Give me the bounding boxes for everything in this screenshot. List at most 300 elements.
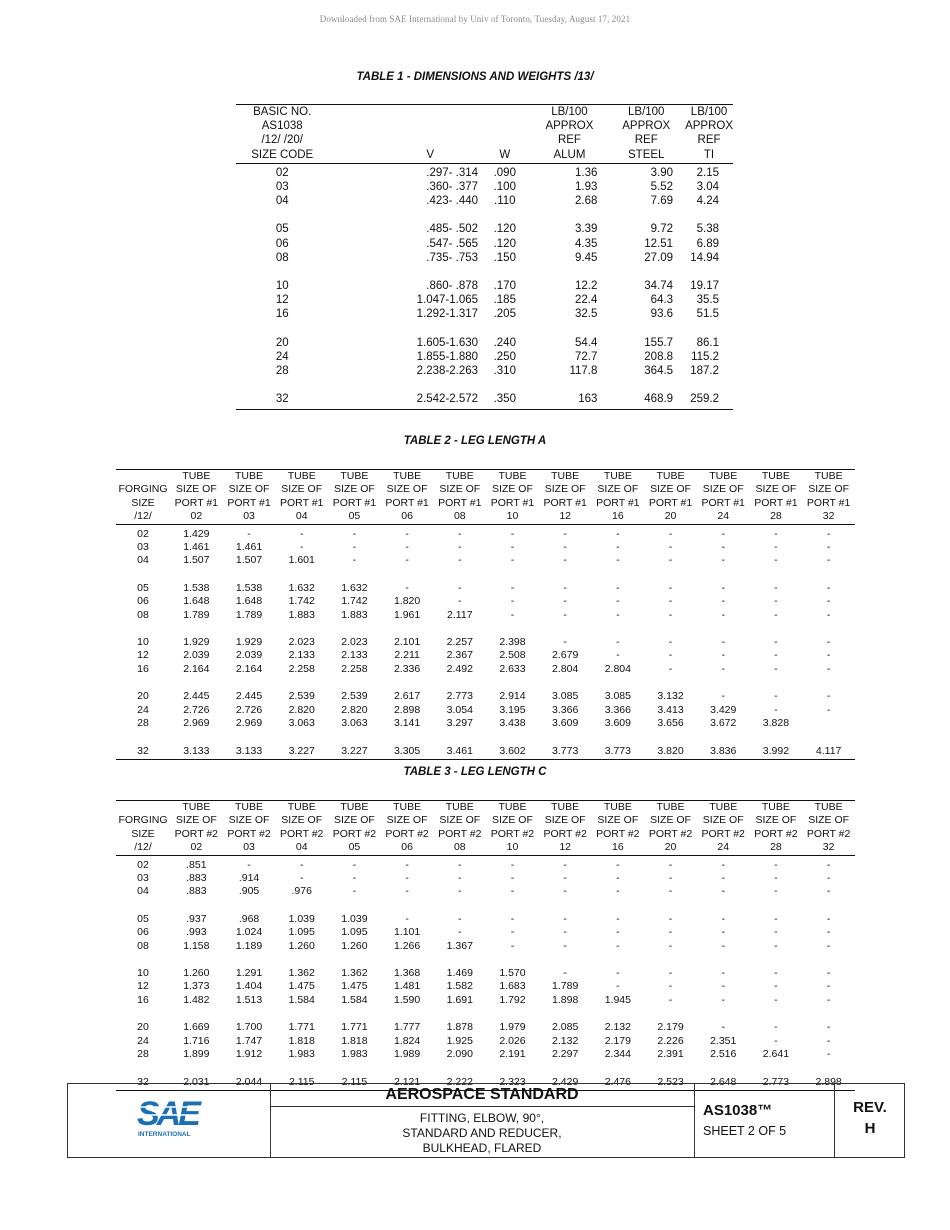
header-line: PORT #2	[648, 827, 693, 840]
leg-length-cell: -	[774, 527, 778, 540]
leg-length-cell: 2.773	[762, 1075, 790, 1088]
leg-length-cell: 1.742	[288, 595, 315, 608]
leg-length-cell: 2.391	[657, 1048, 684, 1061]
leg-length-cell: -	[826, 690, 831, 703]
leg-length-cell: 1.771	[288, 1021, 315, 1034]
leg-length-cell: -	[774, 703, 778, 716]
leg-length-cell: .993	[186, 926, 207, 939]
leg-length-cell: -	[721, 662, 725, 675]
leg-length-cell: 2.179	[657, 1021, 684, 1034]
header-line: PORT #1	[332, 496, 377, 509]
leg-length-cell: 2.516	[710, 1048, 737, 1061]
header-line: PORT #1	[543, 496, 587, 509]
header-line: SIZE OF	[492, 814, 533, 827]
header-line: PORT #2	[543, 827, 587, 840]
leg-length-cell: 1.095	[341, 926, 368, 939]
leg-length-cell: 2.804	[552, 662, 579, 675]
table-row	[236, 364, 733, 378]
title-block	[67, 1083, 905, 1158]
leg-length-cell: 2.115	[341, 1075, 368, 1088]
leg-length-cell: -	[668, 636, 673, 649]
table2-title: TABLE 2 - LEG LENGTH A	[403, 435, 547, 447]
leg-length-cell: 2.898	[393, 703, 421, 716]
header-line: V	[426, 148, 435, 161]
header-line: LB/100	[551, 106, 588, 118]
header-line: SIZE OF	[597, 814, 639, 827]
header-line: SIZE OF	[544, 483, 586, 496]
table-cell: 208.8	[644, 350, 674, 363]
column-header	[697, 801, 750, 856]
leg-length-cell: -	[774, 993, 778, 1006]
table-cell: 115.2	[691, 350, 719, 363]
leg-length-cell: -	[774, 1021, 778, 1034]
leg-length-cell: 1.979	[499, 1021, 526, 1034]
description-line: STANDARD AND REDUCER,	[402, 1126, 562, 1140]
forging-size-cell: 10	[137, 636, 149, 649]
table-cell: .547- .565	[426, 237, 479, 250]
column-header	[223, 801, 276, 856]
leg-length-cell: 1.792	[499, 993, 526, 1006]
tube-size-label: 02	[190, 510, 203, 523]
leg-length-cell: 1.482	[183, 993, 210, 1006]
table-cell: .310	[493, 365, 516, 378]
leg-length-cell: -	[668, 581, 673, 594]
leg-length-cell: 3.133	[183, 744, 210, 757]
leg-length-cell: 2.617	[393, 690, 421, 703]
leg-length-cell	[802, 717, 855, 730]
leg-length-cell: -	[721, 595, 725, 608]
table-cell: 9.45	[575, 251, 598, 264]
group-spacer	[116, 1062, 855, 1076]
table-row	[116, 663, 855, 676]
column-header	[381, 470, 434, 525]
svg-text:INTERNATIONAL: INTERNATIONAL	[138, 1131, 191, 1138]
header-line: TUBE	[761, 470, 790, 482]
leg-length-cell: -	[668, 993, 673, 1006]
table-cell: 4.35	[575, 237, 598, 250]
header-line: PORT #2	[227, 827, 271, 840]
leg-length-cell: 2.492	[446, 662, 473, 675]
leg-length-cell: 3.602	[499, 744, 526, 757]
header-line: PORT #1	[385, 496, 429, 509]
tube-size-label: 32	[822, 841, 835, 854]
table-cell: 2.238-2.263	[416, 365, 479, 378]
table2-header	[116, 470, 855, 525]
table-cell: 7.69	[650, 195, 674, 208]
group-spacer	[236, 208, 733, 222]
tube-size-label: 06	[401, 841, 413, 854]
sheet-number: SHEET 2 OF 5	[703, 1124, 787, 1138]
leg-length-cell: -	[405, 527, 409, 540]
header-line: PORT #2	[385, 827, 429, 840]
table-row	[236, 251, 733, 265]
group-spacer	[116, 899, 855, 913]
leg-length-cell: 2.115	[288, 1075, 315, 1088]
leg-length-cell: -	[668, 967, 673, 980]
leg-length-cell: -	[510, 885, 515, 898]
leg-length-cell: 3.063	[288, 717, 315, 730]
leg-length-cell: 2.044	[235, 1075, 263, 1088]
forging-size-cell: 28	[137, 1048, 149, 1061]
leg-length-cell: -	[774, 649, 778, 662]
leg-length-cell: 3.132	[657, 690, 684, 703]
leg-length-cell: 2.476	[604, 1075, 631, 1088]
leg-length-cell: 1.883	[288, 608, 315, 621]
column-header	[433, 801, 486, 856]
header-line: TUBE	[814, 801, 843, 813]
leg-length-cell: -	[721, 527, 725, 540]
leg-length-cell: -	[721, 541, 725, 554]
leg-length-cell: 3.366	[604, 703, 631, 716]
forging-size-cell: 03	[137, 872, 149, 885]
forging-size-cell: 10	[137, 967, 149, 980]
column-header	[539, 801, 592, 856]
forging-size-cell: 04	[137, 554, 149, 567]
table-cell: .240	[493, 336, 516, 349]
download-notice: Downloaded from SAE International by Univ of Toronto, Tuesday, August 17, 2021	[319, 14, 631, 24]
header-line: TI	[703, 148, 715, 161]
leg-length-cell: 2.914	[499, 690, 526, 703]
tube-size-label: 32	[822, 510, 835, 523]
leg-length-cell: -	[774, 1034, 778, 1047]
table-row	[116, 1021, 855, 1034]
header-line: PORT #2	[438, 827, 482, 840]
header-line: TUBE	[551, 801, 580, 813]
table-row	[116, 855, 855, 872]
leg-length-cell: 1.404	[235, 980, 263, 993]
tube-size-label: 16	[612, 841, 624, 854]
table-row	[116, 1048, 855, 1061]
leg-length-cell: 1.820	[393, 595, 421, 608]
header-line: PORT #1	[490, 496, 535, 509]
leg-length-cell: -	[826, 858, 831, 871]
leg-length-cell: -	[826, 1021, 831, 1034]
leg-length-cell: 2.132	[604, 1021, 631, 1034]
leg-length-cell: 1.538	[235, 581, 263, 594]
leg-length-cell: 1.584	[288, 993, 315, 1006]
table-cell: 5.38	[696, 223, 719, 236]
leg-length-cell: 1.362	[288, 967, 315, 980]
header-line: FORGING	[118, 814, 168, 827]
table-row	[236, 222, 733, 236]
leg-length-cell: -	[563, 885, 567, 898]
leg-length-cell: 1.777	[393, 1021, 421, 1034]
table-row	[116, 913, 855, 926]
tube-size-label: 28	[770, 510, 782, 523]
leg-length-cell: 1.824	[393, 1034, 421, 1047]
leg-length-cell: -	[721, 926, 725, 939]
leg-length-cell: 2.539	[288, 690, 315, 703]
tube-size-label: 10	[506, 510, 519, 523]
column-header	[328, 105, 478, 164]
column-header	[802, 801, 855, 856]
leg-length-cell: -	[510, 541, 515, 554]
table-cell: 2.15	[696, 166, 719, 179]
table-cell: 14.94	[690, 251, 719, 264]
leg-length-cell: -	[826, 703, 831, 716]
table-cell: 364.5	[644, 365, 674, 378]
leg-length-cell: -	[774, 690, 778, 703]
leg-length-cell: -	[616, 872, 620, 885]
table-leg-length-c	[116, 800, 855, 1091]
leg-length-cell: -	[616, 885, 620, 898]
leg-length-cell: 2.132	[552, 1034, 579, 1047]
table-row	[116, 745, 855, 760]
leg-length-cell: -	[563, 608, 567, 621]
leg-length-cell: -	[826, 527, 831, 540]
leg-length-cell: 3.429	[710, 703, 737, 716]
header-line: REF	[697, 134, 721, 147]
header-line: W	[499, 148, 511, 161]
header-line: /12/ /20/	[261, 134, 303, 147]
leg-length-cell: -	[774, 967, 778, 980]
header-line: SIZE OF	[650, 814, 691, 827]
leg-length-cell: -	[616, 858, 620, 871]
forging-size-cell: 05	[137, 581, 149, 594]
forging-size-cell: 24	[137, 703, 149, 716]
table-cell: 1.292-1.317	[416, 308, 479, 321]
leg-length-cell: -	[563, 541, 567, 554]
leg-length-cell: 3.133	[235, 744, 263, 757]
leg-length-cell: -	[563, 554, 567, 567]
leg-length-cell: -	[721, 1021, 725, 1034]
forging-size-cell: 08	[137, 608, 149, 621]
table-row	[236, 279, 733, 293]
header-line: SIZE OF	[175, 483, 217, 496]
leg-length-cell: -	[774, 636, 778, 649]
leg-length-cell: .905	[238, 885, 260, 898]
tube-size-label: 16	[612, 510, 624, 523]
leg-length-cell: 1.469	[446, 967, 473, 980]
table-cell: 1.93	[575, 181, 598, 194]
header-line: /12/	[134, 510, 152, 523]
leg-length-cell: 1.101	[393, 926, 421, 939]
leg-length-cell: -	[247, 527, 251, 540]
header-line: SIZE OF	[650, 483, 691, 496]
svg-text:SAE: SAE	[137, 1095, 198, 1133]
table-cell: .250	[493, 350, 516, 363]
table-cell: 22.4	[575, 294, 598, 307]
leg-length-cell: -	[616, 608, 620, 621]
table-row	[236, 180, 733, 194]
header-line: PORT #1	[701, 496, 745, 509]
leg-length-cell: -	[458, 595, 462, 608]
leg-length-cell: -	[721, 858, 725, 871]
tube-size-label: 24	[717, 510, 730, 523]
leg-length-cell: 3.366	[552, 703, 579, 716]
leg-length-cell: 1.945	[604, 993, 631, 1006]
leg-length-cell: -	[721, 939, 725, 952]
size-code-cell: 06	[275, 237, 289, 250]
leg-length-cell: -	[826, 885, 831, 898]
leg-length-cell: 1.771	[341, 1021, 368, 1034]
leg-length-cell: 2.133	[341, 649, 368, 662]
header-line: SIZE CODE	[251, 148, 314, 161]
leg-length-cell: 1.983	[288, 1048, 315, 1061]
revision-label: REV.	[853, 1099, 887, 1116]
header-line: TUBE	[551, 470, 580, 482]
leg-length-cell: -	[668, 872, 673, 885]
leg-length-cell: 2.258	[341, 662, 368, 675]
leg-length-cell: 3.656	[657, 717, 684, 730]
header-line: TUBE	[182, 470, 211, 482]
header-line: APPROX	[622, 120, 671, 133]
leg-length-cell: 1.367	[446, 939, 473, 952]
table-row	[116, 582, 855, 595]
leg-length-cell: 3.085	[604, 690, 631, 703]
column-header	[116, 470, 170, 525]
leg-length-cell: 3.609	[552, 717, 579, 730]
column-header	[644, 470, 697, 525]
leg-length-cell: 1.260	[341, 939, 368, 952]
table-cell: 27.09	[644, 251, 674, 264]
leg-length-cell: 1.260	[288, 939, 315, 952]
group-spacer	[116, 676, 855, 690]
size-code-cell: 12	[275, 294, 289, 307]
leg-length-cell: 2.258	[288, 662, 315, 675]
table-row	[116, 872, 855, 885]
table-row	[116, 717, 855, 730]
leg-length-cell: 2.726	[235, 703, 263, 716]
table-cell: 3.90	[650, 166, 674, 179]
leg-length-cell: 1.632	[288, 581, 315, 594]
leg-length-cell: 3.305	[393, 744, 421, 757]
leg-length-cell: -	[826, 939, 831, 952]
leg-length-cell: -	[668, 885, 673, 898]
header-line: PORT #2	[280, 827, 324, 840]
header-line: TUBE	[445, 470, 474, 482]
column-header	[685, 105, 733, 164]
leg-length-cell: -	[826, 912, 831, 925]
leg-length-cell: 2.026	[499, 1034, 526, 1047]
size-code-cell: 28	[275, 365, 289, 378]
column-header	[644, 801, 697, 856]
header-line: TUBE	[603, 801, 632, 813]
leg-length-cell: -	[510, 912, 515, 925]
leg-length-cell: 4.117	[815, 744, 842, 757]
leg-length-cell: -	[774, 980, 778, 993]
leg-length-cell: -	[668, 649, 673, 662]
leg-length-cell: 1.368	[393, 967, 421, 980]
table-row	[116, 885, 855, 898]
tube-size-label: 06	[401, 510, 413, 523]
leg-length-cell: 2.101	[393, 636, 421, 649]
column-header	[802, 470, 855, 525]
leg-length-cell: -	[563, 595, 567, 608]
leg-length-cell: 3.836	[710, 744, 737, 757]
table-cell: .110	[494, 195, 516, 208]
leg-length-cell: .976	[291, 885, 312, 898]
table-row	[116, 1035, 855, 1048]
leg-length-cell: 2.090	[446, 1048, 473, 1061]
group-spacer	[236, 265, 733, 279]
leg-length-cell: 1.912	[235, 1048, 263, 1061]
column-header	[170, 470, 223, 525]
leg-length-cell: -	[721, 980, 725, 993]
table-cell: 163	[578, 393, 598, 406]
tube-size-label: 05	[348, 841, 361, 854]
leg-length-cell: -	[563, 926, 567, 939]
leg-length-cell: 1.189	[235, 939, 263, 952]
leg-length-cell: -	[826, 926, 831, 939]
leg-length-cell: 1.513	[235, 993, 263, 1006]
table-row	[236, 307, 733, 321]
leg-length-cell: 2.898	[815, 1075, 842, 1088]
header-line: SIZE	[131, 827, 155, 840]
leg-length-cell: -	[774, 554, 778, 567]
table-cell: .170	[493, 280, 516, 293]
column-header	[328, 470, 381, 525]
group-spacer	[116, 622, 855, 636]
leg-length-cell: 2.031	[183, 1075, 210, 1088]
leg-length-cell: -	[352, 885, 357, 898]
leg-length-cell: -	[616, 581, 620, 594]
header-line: SIZE OF	[808, 483, 850, 496]
leg-length-cell: -	[826, 554, 831, 567]
leg-length-cell: 2.164	[183, 662, 210, 675]
leg-length-cell: 2.648	[710, 1075, 737, 1088]
table3-title: TABLE 3 - LEG LENGTH C	[403, 766, 547, 778]
leg-length-cell: -	[458, 926, 462, 939]
header-line: /12/	[134, 841, 152, 854]
leg-length-cell: -	[616, 649, 620, 662]
leg-length-cell: -	[247, 858, 251, 871]
leg-length-cell: 2.445	[235, 690, 263, 703]
header-line: SIZE OF	[544, 814, 586, 827]
table-row	[236, 163, 733, 180]
leg-length-cell: -	[510, 554, 515, 567]
leg-length-cell: 1.878	[446, 1021, 473, 1034]
header-line: PORT #2	[596, 827, 640, 840]
leg-length-cell: -	[458, 527, 462, 540]
part-description	[270, 1111, 694, 1156]
leg-length-cell: 2.344	[604, 1048, 631, 1061]
leg-length-cell: -	[458, 872, 462, 885]
leg-length-cell: -	[721, 690, 725, 703]
table1-title: TABLE 1 - DIMENSIONS AND WEIGHTS /13/	[356, 71, 594, 83]
leg-length-cell: -	[405, 885, 409, 898]
leg-length-cell: -	[721, 608, 725, 621]
header-line: PORT #1	[806, 496, 851, 509]
leg-length-cell: -	[721, 967, 725, 980]
leg-length-cell: -	[616, 939, 620, 952]
column-header	[381, 801, 434, 856]
leg-length-cell: 1.989	[393, 1048, 421, 1061]
leg-length-cell: -	[721, 636, 725, 649]
leg-length-cell: -	[458, 541, 462, 554]
leg-length-cell: -	[616, 527, 620, 540]
leg-length-cell: 2.820	[341, 703, 368, 716]
column-header	[750, 470, 803, 525]
table-cell: 86.1	[696, 336, 719, 349]
leg-length-cell: -	[668, 595, 673, 608]
forging-size-cell: 24	[137, 1034, 149, 1047]
table-cell: 51.5	[696, 308, 719, 321]
tube-size-label: 08	[453, 841, 466, 854]
leg-length-cell: -	[458, 885, 462, 898]
header-line: TUBE	[393, 470, 422, 482]
leg-length-cell: 2.398	[499, 636, 526, 649]
leg-length-cell: 2.641	[762, 1048, 790, 1061]
tube-size-label: 28	[770, 841, 782, 854]
leg-length-cell: -	[774, 885, 778, 898]
forging-size-cell: 20	[137, 690, 149, 703]
leg-length-cell: 2.257	[446, 636, 473, 649]
table-row	[116, 524, 855, 541]
leg-length-cell: -	[563, 912, 567, 925]
header-line: FORGING	[118, 483, 168, 496]
leg-length-cell: -	[510, 527, 515, 540]
